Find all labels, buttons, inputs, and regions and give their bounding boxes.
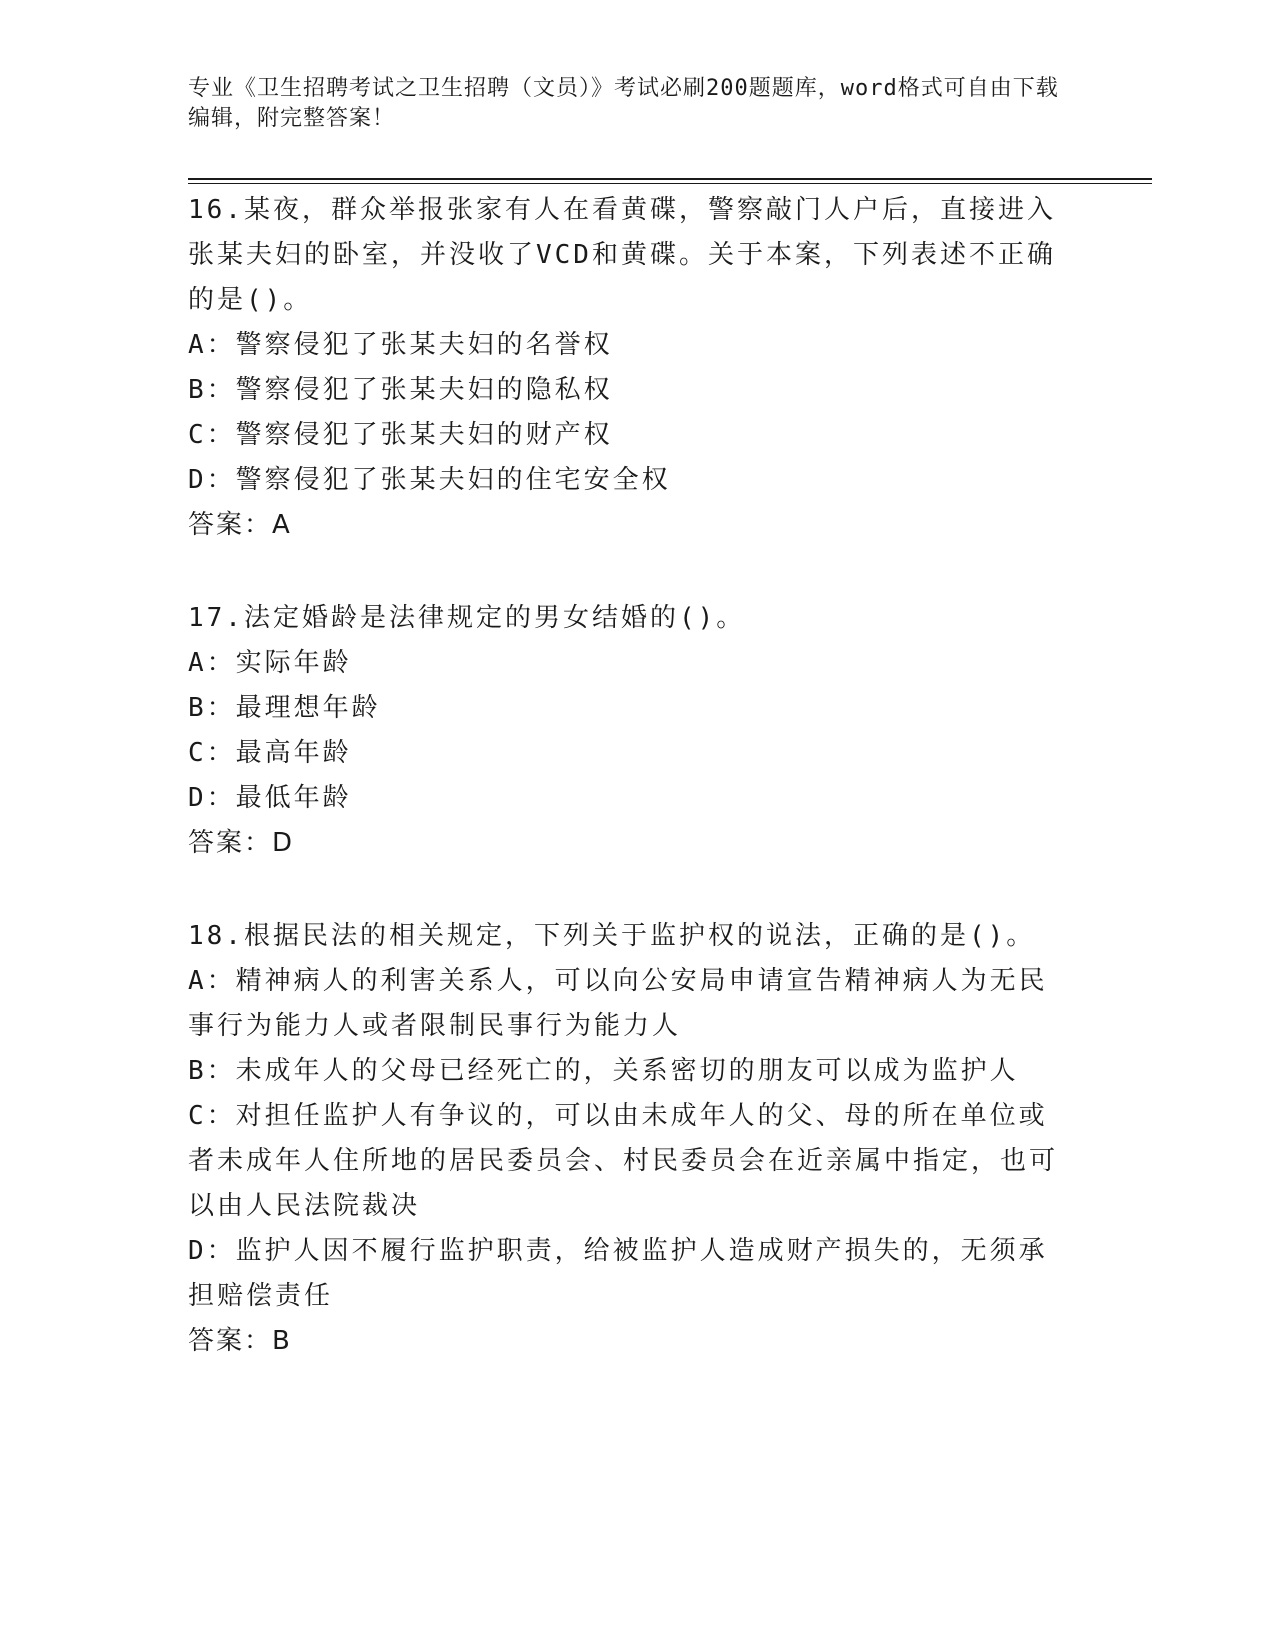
option-c: C：最高年龄 — [188, 738, 352, 768]
header-divider-thick — [188, 178, 1152, 180]
option-a: A：精神病人的利害关系人，可以向公安局申请宣告精神病人为无民事行为能力人或者限制民事行为能力人 — [188, 966, 1048, 1041]
option-c: C：警察侵犯了张某夫妇的财产权 — [188, 420, 613, 450]
header-divider-thin — [188, 183, 1152, 184]
question-stem: 16.某夜，群众举报张家有人在看黄碟，警察敲门人户后，直接进入张某夫妇的卧室，并没收了VCD和黄碟。关于本案，下列表述不正确的是()。 — [188, 195, 1056, 315]
header-intro-text: 专业《卫生招聘考试之卫生招聘（文员）》考试必刷200题题库，word格式可自由下载编辑，附完整答案！ — [188, 76, 1059, 131]
option-b: B：警察侵犯了张某夫妇的隐私权 — [188, 375, 613, 405]
option-d: D：警察侵犯了张某夫妇的住宅安全权 — [188, 465, 671, 495]
question-stem: 17.法定婚龄是法律规定的男女结婚的()。 — [188, 603, 746, 633]
option-b: B：未成年人的父母已经死亡的，关系密切的朋友可以成为监护人 — [188, 1056, 1019, 1086]
option-a: A：警察侵犯了张某夫妇的名誉权 — [188, 330, 613, 360]
option-d: D：最低年龄 — [188, 783, 352, 813]
question-18 — [188, 914, 1068, 1364]
question-16 — [188, 188, 1068, 548]
answer-line: 答案：B — [188, 1326, 292, 1356]
option-a: A：实际年龄 — [188, 648, 352, 678]
option-b: B：最理想年龄 — [188, 693, 381, 723]
answer-line: 答案：A — [188, 510, 292, 540]
document-header — [188, 74, 1068, 134]
question-stem: 18.根据民法的相关规定，下列关于监护权的说法，正确的是()。 — [188, 921, 1036, 951]
option-c: C：对担任监护人有争议的，可以由未成年人的父、母的所在单位或者未成年人住所地的居民委员会、村民委员会在近亲属中指定，也可以由人民法院裁决 — [188, 1101, 1059, 1221]
option-d: D：监护人因不履行监护职责，给被监护人造成财产损失的，无须承担赔偿责任 — [188, 1236, 1048, 1311]
question-17 — [188, 596, 1068, 866]
answer-line: 答案：D — [188, 828, 295, 858]
